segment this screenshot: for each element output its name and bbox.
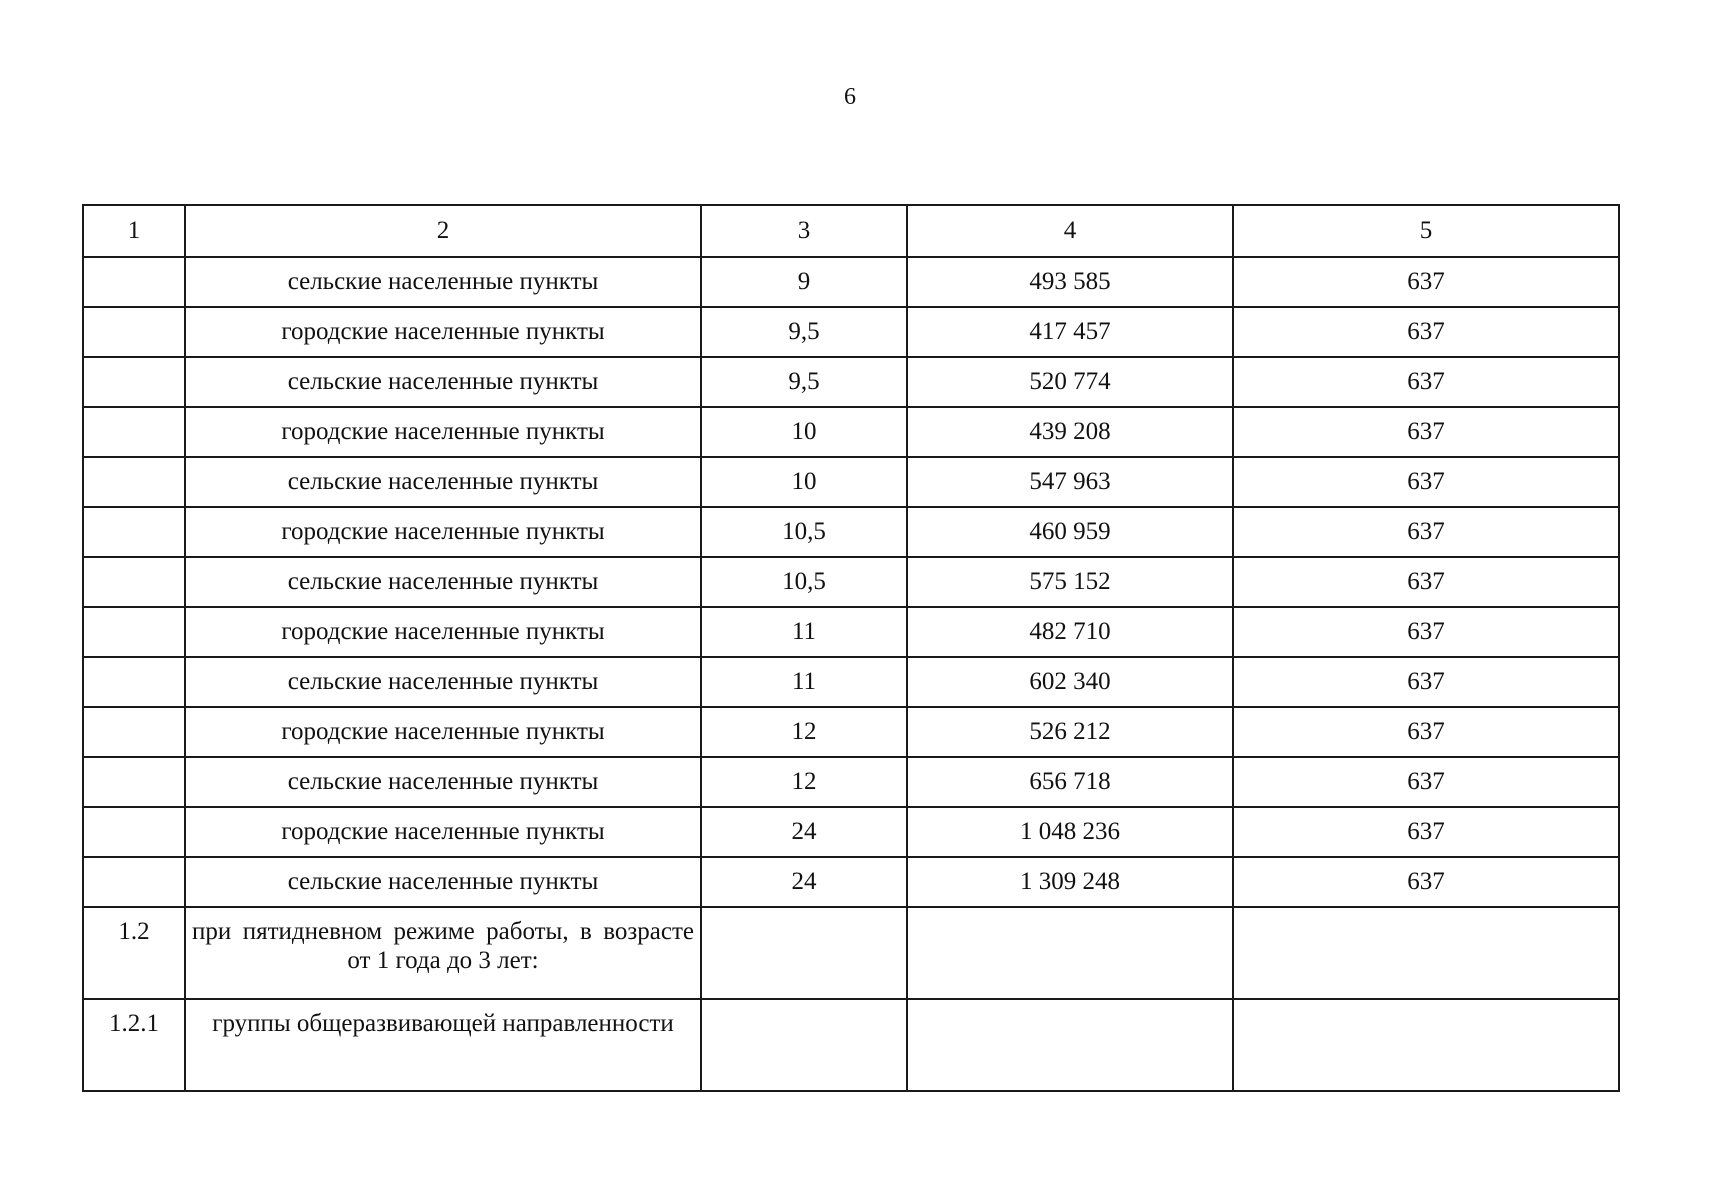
header-cell: 2 bbox=[185, 205, 701, 257]
table-row bbox=[83, 657, 1619, 707]
settlement-type-cell: сельские населенные пункты bbox=[185, 857, 701, 907]
row-number-cell bbox=[83, 657, 185, 707]
table-row bbox=[83, 557, 1619, 607]
row-number-cell bbox=[83, 407, 185, 457]
value-cell: 547 963 bbox=[907, 457, 1233, 507]
settlement-type-cell: сельские населенные пункты bbox=[185, 557, 701, 607]
row-number-cell bbox=[83, 557, 185, 607]
value-cell: 637 bbox=[1233, 407, 1619, 457]
section-label-cell: группы общеразвивающей направленности bbox=[185, 999, 701, 1091]
value-cell bbox=[907, 907, 1233, 999]
value-cell: 493 585 bbox=[907, 257, 1233, 307]
table-row bbox=[83, 757, 1619, 807]
value-cell: 637 bbox=[1233, 307, 1619, 357]
row-number-cell: 1.2.1 bbox=[83, 999, 185, 1091]
settlement-type-cell: городские населенные пункты bbox=[185, 607, 701, 657]
row-number-cell bbox=[83, 757, 185, 807]
table-row bbox=[83, 999, 1619, 1091]
table-row bbox=[83, 507, 1619, 557]
value-cell bbox=[1233, 999, 1619, 1091]
value-cell: 602 340 bbox=[907, 657, 1233, 707]
value-cell: 526 212 bbox=[907, 707, 1233, 757]
value-cell: 637 bbox=[1233, 257, 1619, 307]
value-cell: 417 457 bbox=[907, 307, 1233, 357]
value-cell: 482 710 bbox=[907, 607, 1233, 657]
value-cell: 575 152 bbox=[907, 557, 1233, 607]
table-row bbox=[83, 707, 1619, 757]
table-row bbox=[83, 407, 1619, 457]
row-number-cell bbox=[83, 807, 185, 857]
row-number-cell bbox=[83, 607, 185, 657]
table-row bbox=[83, 607, 1619, 657]
table-row bbox=[83, 307, 1619, 357]
header-cell: 1 bbox=[83, 205, 185, 257]
settlement-type-cell: сельские населенные пункты bbox=[185, 257, 701, 307]
value-cell: 10,5 bbox=[701, 557, 907, 607]
table-row bbox=[83, 907, 1619, 999]
value-cell: 637 bbox=[1233, 707, 1619, 757]
value-cell: 10 bbox=[701, 407, 907, 457]
value-cell: 439 208 bbox=[907, 407, 1233, 457]
row-number-cell bbox=[83, 457, 185, 507]
value-cell: 637 bbox=[1233, 607, 1619, 657]
value-cell: 12 bbox=[701, 757, 907, 807]
value-cell: 637 bbox=[1233, 807, 1619, 857]
value-cell: 637 bbox=[1233, 657, 1619, 707]
value-cell: 637 bbox=[1233, 507, 1619, 557]
header-cell: 3 bbox=[701, 205, 907, 257]
row-number-cell bbox=[83, 707, 185, 757]
row-number-cell: 1.2 bbox=[83, 907, 185, 999]
table-row bbox=[83, 857, 1619, 907]
value-cell: 460 959 bbox=[907, 507, 1233, 557]
value-cell: 1 048 236 bbox=[907, 807, 1233, 857]
settlement-type-cell: сельские населенные пункты bbox=[185, 357, 701, 407]
page-number: 6 bbox=[844, 84, 856, 110]
row-number-cell bbox=[83, 257, 185, 307]
value-cell: 10,5 bbox=[701, 507, 907, 557]
value-cell: 1 309 248 bbox=[907, 857, 1233, 907]
value-cell: 637 bbox=[1233, 757, 1619, 807]
value-cell: 637 bbox=[1233, 857, 1619, 907]
table-row bbox=[83, 257, 1619, 307]
data-table bbox=[82, 204, 1620, 1092]
value-cell: 24 bbox=[701, 857, 907, 907]
value-cell: 9,5 bbox=[701, 307, 907, 357]
value-cell: 520 774 bbox=[907, 357, 1233, 407]
row-number-cell bbox=[83, 307, 185, 357]
row-number-cell bbox=[83, 857, 185, 907]
settlement-type-cell: сельские населенные пункты bbox=[185, 657, 701, 707]
header-cell: 4 bbox=[907, 205, 1233, 257]
settlement-type-cell: городские населенные пункты bbox=[185, 807, 701, 857]
value-cell bbox=[1233, 907, 1619, 999]
table-row bbox=[83, 357, 1619, 407]
settlement-type-cell: городские населенные пункты bbox=[185, 707, 701, 757]
settlement-type-cell: городские населенные пункты bbox=[185, 307, 701, 357]
settlement-type-cell: сельские населенные пункты bbox=[185, 457, 701, 507]
value-cell bbox=[907, 999, 1233, 1091]
value-cell: 24 bbox=[701, 807, 907, 857]
table-row bbox=[83, 457, 1619, 507]
settlement-type-cell: сельские населенные пункты bbox=[185, 757, 701, 807]
table-row bbox=[83, 807, 1619, 857]
settlement-type-cell: городские населенные пункты bbox=[185, 507, 701, 557]
value-cell bbox=[701, 999, 907, 1091]
value-cell: 637 bbox=[1233, 457, 1619, 507]
value-cell: 9 bbox=[701, 257, 907, 307]
row-number-cell bbox=[83, 357, 185, 407]
value-cell: 11 bbox=[701, 607, 907, 657]
header-cell: 5 bbox=[1233, 205, 1619, 257]
value-cell: 637 bbox=[1233, 557, 1619, 607]
value-cell: 11 bbox=[701, 657, 907, 707]
value-cell: 637 bbox=[1233, 357, 1619, 407]
value-cell: 656 718 bbox=[907, 757, 1233, 807]
value-cell: 10 bbox=[701, 457, 907, 507]
table-header-row bbox=[83, 205, 1619, 257]
value-cell: 9,5 bbox=[701, 357, 907, 407]
settlement-type-cell: городские населенные пункты bbox=[185, 407, 701, 457]
value-cell bbox=[701, 907, 907, 999]
section-label-cell: при пятидневном режиме работы, в возрасте от 1 года до 3 лет: bbox=[185, 907, 701, 999]
value-cell: 12 bbox=[701, 707, 907, 757]
row-number-cell bbox=[83, 507, 185, 557]
